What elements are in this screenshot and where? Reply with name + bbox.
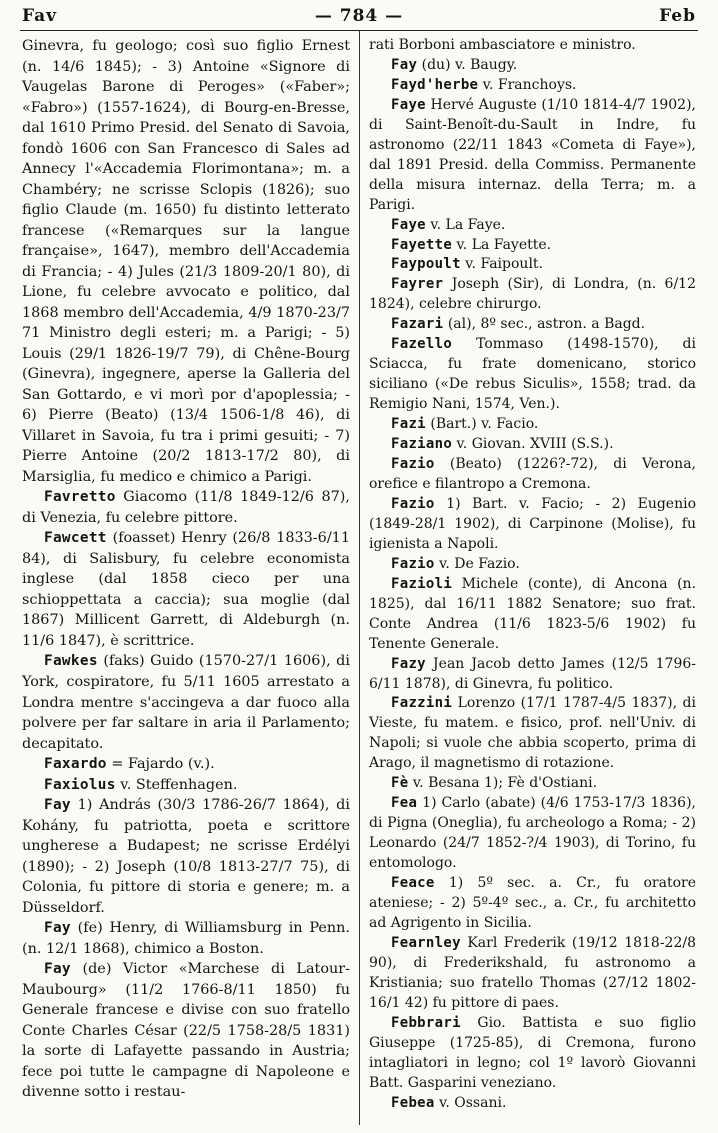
entry-text: rati Borboni ambasciatore e ministro. bbox=[369, 37, 636, 53]
entry-text: (al), 8º sec., astron. a Bagd. bbox=[443, 316, 646, 333]
dictionary-entry bbox=[22, 651, 355, 754]
entry-text: v. Giovan. XVIII (S.S.). bbox=[452, 436, 614, 453]
entry-text: Lorenzo (17/1 1787-4/5 1837), di Vieste, fu matem. e fisico, prof. nell'Univ. di Napoli; si vuole che abbia scoperto, prima di Arago, il magnetismo di rotazione. bbox=[369, 695, 701, 772]
entry-text: Karl Frederik (19/12 1818-22/8 90), di Frederikshald, fu astronomo a Kristiania; suo fratello Thomas (27/12 1802-16/1 42) fu pittore di paes. bbox=[369, 934, 701, 1011]
dictionary-entry bbox=[369, 315, 696, 335]
entry-text: v. Ossani. bbox=[434, 1094, 507, 1111]
entry-text: Michele (conte), di Ancona (n. 1825), dal 16/11 1882 Senatore; suo frat. Conte Andrea (11/6 1823-5/6 1902) fu Tenente Generale. bbox=[369, 575, 701, 652]
entry-text: (de) Victor «Marchese di Latour-Maubourg» (11/2 1766-8/11 1850) fu Generale francese e divise con suo fratello Conte Charles César (22/5 1758-28/5 1831) la sorte di Lafayette passando in Austria; fece poi tutte le campagne di Napoleone e divenne sotto i restau- bbox=[22, 961, 355, 1101]
entry-text: (fe) Henry, di Williamsburg in Penn. (n. 12/1 1868), chimico a Boston. bbox=[22, 920, 355, 957]
entry-headword: Febea bbox=[391, 1094, 435, 1111]
entry-headword: Fazari bbox=[391, 316, 444, 333]
entry-headword: Fawkes bbox=[44, 653, 98, 670]
dictionary-entry bbox=[369, 275, 701, 315]
dictionary-entry bbox=[369, 1094, 696, 1114]
entry-headword: Fay bbox=[391, 56, 418, 73]
entry-headword: Faye bbox=[391, 216, 426, 233]
dictionary-entry bbox=[369, 1014, 701, 1094]
entry-text: Gio. Battista e suo figlio Giuseppe (1725-85), di Cremona, furono intagliatori in legno; col 1º lavorò Giovanni Batt. Gasparini veneziano. bbox=[369, 1014, 701, 1091]
dictionary-entry bbox=[22, 795, 355, 918]
entry-text: v. Steffenhagen. bbox=[115, 776, 238, 793]
entry-headword: Feace bbox=[391, 875, 435, 892]
header-right-guideword: Feb bbox=[659, 6, 696, 26]
entry-headword: Fazello bbox=[391, 336, 453, 353]
dictionary-entry bbox=[369, 495, 701, 555]
entry-text: Giacomo (11/8 1849-12/6 87), di Venezia, fu celebre pittore. bbox=[22, 489, 355, 526]
dictionary-entry bbox=[369, 335, 701, 415]
entry-headword: Fay bbox=[44, 920, 71, 937]
dictionary-entry bbox=[22, 959, 355, 1103]
dictionary-entry bbox=[22, 487, 355, 528]
entry-headword: Fazy bbox=[391, 655, 426, 672]
entry-text: (foasset) Henry (26/8 1833-6/11 84), di Salisbury, fu celebre economista inglese (dal 1858 cieco per una schioppettata a caccia); sua moglie (dal 1867) Millicent Garrett, di Aldeburgh (n. 11/6 1847), è scrittrice. bbox=[22, 530, 355, 649]
dictionary-entry bbox=[369, 575, 701, 655]
entry-headword: Fazi bbox=[391, 416, 426, 433]
entry-text: (du) v. Baugy. bbox=[417, 56, 518, 73]
dictionary-entry bbox=[22, 775, 350, 796]
entry-text: Jean Jacob detto James (12/5 1796-6/11 1878), di Ginevra, fu politico. bbox=[369, 655, 696, 692]
dictionary-entry bbox=[369, 655, 696, 695]
dictionary-entry bbox=[369, 76, 696, 96]
entry-headword: Favretto bbox=[44, 489, 116, 506]
entry-headword: Fayrer bbox=[391, 276, 444, 293]
entry-headword: Fayd'herbe bbox=[391, 76, 479, 93]
entry-headword: Fay bbox=[44, 961, 71, 978]
entry-text: 1) András (30/3 1786-26/7 1864), di Kohány, fu patriotta, poeta e scrittore ungherese a Budapest; ne scrisse Erdélyi (1890); - 2) Joseph (10/8 1813-27/7 75), di Colonia, fu pittore di storia e genere; m. a Düsseldorf. bbox=[22, 797, 355, 916]
entry-headword: Fea bbox=[391, 795, 418, 812]
entry-text: v. Besana 1); Fè d'Ostiani. bbox=[408, 775, 598, 792]
dictionary-entry bbox=[22, 528, 355, 651]
dictionary-entry bbox=[369, 236, 696, 256]
entry-headword: Fè bbox=[391, 775, 409, 792]
right-column bbox=[369, 36, 701, 1113]
entry-headword: Fearnley bbox=[391, 934, 461, 951]
dictionary-entry bbox=[369, 934, 701, 1014]
entry-headword: Fazio bbox=[391, 555, 435, 572]
dictionary-entry bbox=[369, 555, 696, 575]
entry-text: Tommaso (1498-1570), di Sciacca, fu frate domenicano, storico siciliano («De rebus Siculis», 1558; trad. da Remigio Nani, 1574, Ven.). bbox=[369, 336, 701, 413]
entry-text: v. La Fayette. bbox=[452, 236, 552, 253]
entry-headword: Fayette bbox=[391, 236, 453, 253]
entry-text: v. Faipoult. bbox=[460, 256, 543, 273]
dictionary-entry bbox=[369, 774, 696, 794]
entry-text: (Bart.) v. Facio. bbox=[425, 416, 539, 433]
dictionary-entry bbox=[22, 918, 355, 959]
entry-text: (Beato) (1226?-72), di Verona, orefice e filantropo a Cremona. bbox=[369, 456, 701, 492]
entry-text: (faks) Guido (1570-27/1 1606), di York, cospiratore, fu 5/11 1605 arrestato a Londra mentre s'accingeva a dar fuoco alla polvere per far saltare in aria il Parlamento; decapitato. bbox=[22, 653, 355, 752]
dictionary-entry bbox=[369, 694, 701, 774]
entry-text: v. Franchoys. bbox=[478, 76, 577, 93]
entry-headword: Faxardo bbox=[44, 756, 107, 773]
entry-text: v. La Faye. bbox=[425, 216, 506, 233]
entry-headword: Febbrari bbox=[391, 1014, 461, 1031]
dictionary-entry bbox=[369, 435, 696, 455]
page-number: — 784 — bbox=[314, 6, 404, 26]
entry-headword: Fazio bbox=[391, 456, 435, 473]
column-divider bbox=[359, 31, 360, 1125]
dictionary-entry bbox=[369, 794, 701, 874]
entry-headword: Fawcett bbox=[44, 530, 107, 547]
entry-headword: Fazzini bbox=[391, 695, 453, 712]
header-left-guideword: Fav bbox=[22, 6, 58, 26]
dictionary-entry bbox=[22, 36, 355, 487]
running-header bbox=[22, 4, 696, 28]
entry-text: = Fajardo (v.). bbox=[106, 756, 215, 773]
dictionary-entry bbox=[369, 874, 701, 934]
entry-headword: Faypoult bbox=[391, 256, 461, 273]
entry-text: 1) Bart. v. Facio; - 2) Eugenio (1849-28/1 1902), di Carpinone (Molise), fu igienista a Napoli. bbox=[369, 495, 701, 552]
entry-text: 1) Carlo (abate) (4/6 1753-17/3 1836), di Pigna (Oneglia), fu archeologo a Roma; - 2) Leonardo (24/7 1852-?/4 1903), di Torino, fu entomologo. bbox=[369, 795, 701, 872]
dictionary-entry bbox=[369, 255, 696, 275]
dictionary-entry bbox=[22, 754, 350, 775]
entry-headword: Faxiolus bbox=[44, 776, 116, 793]
entry-headword: Fazio bbox=[391, 495, 435, 512]
entry-headword: Fazioli bbox=[391, 575, 453, 592]
entry-text: Joseph (Sir), di Londra, (n. 6/12 1824), celebre chirurgo. bbox=[369, 276, 701, 313]
entry-text: 1) 5º sec. a. Cr., fu oratore ateniese; - 2) 5º-4º sec., a. Cr., fu architetto ad Agrigento in Sicilia. bbox=[369, 875, 701, 931]
left-column bbox=[22, 36, 355, 1103]
entry-text: Hervé Auguste (1/10 1814-4/7 1902), di Saint-Benoît-du-Sault in Indre, fu astronomo (22/11 1843 «Cometa di Faye»), dal 1891 Presid. della Commiss. Permanente della misura internaz. della Terra; m. a Parigi. bbox=[369, 96, 701, 213]
dictionary-entry bbox=[369, 96, 701, 216]
dictionary-entry bbox=[369, 216, 696, 236]
dictionary-entry bbox=[369, 56, 696, 76]
dictionary-entry bbox=[369, 415, 696, 435]
dictionary-entry bbox=[369, 36, 696, 56]
entry-text: Ginevra, fu geologo; così suo figlio Ernest (n. 14/6 1845); - 3) Antoine «Signore di Vaugelas Barone di Peroges» («Faber»; «Fabro») (1557-1624), di Bourg-en-Bresse, dal 1610 Primo Presid. del Senato di Savoia, fondò 1606 con San Francesco di Sales ad Annecy l'«Accademia Florimontana»; m. a Chambéry; ne scrisse Sclopis (1826); suo figlio Claude (m. 1650) fu distinto letterato francese («Remarques sur la langue française», 1647), membro dell'Accademia di Francia; - 4) Jules (21/3 1809-20/1 80), di Lione, fu celebre avvocato e politico, dal 1868 membro dell'Accademia, 4/9 1870-23/7 71 Ministro degli esteri; m. a Parigi; - 5) Louis (29/1 1826-19/7 79), di Chêne-Bourg (Ginevra), ingegnere, aperse la Galleria del San Gottardo, e vi morì por d'apoplessia; - 6) Pierre (Beato) (13/4 1506-1/8 46), di Villaret in Savoia, fu tra i primi gesuiti; - 7) Pierre Antoine (20/2 1813-17/2 80), di Marsiglia, fu medico e chimico a Parigi. bbox=[22, 38, 355, 485]
entry-headword: Faye bbox=[391, 96, 426, 113]
entry-headword: Fay bbox=[44, 797, 71, 814]
entry-text: v. De Fazio. bbox=[434, 555, 520, 572]
entry-headword: Faziano bbox=[391, 436, 453, 453]
dictionary-entry bbox=[369, 455, 701, 495]
